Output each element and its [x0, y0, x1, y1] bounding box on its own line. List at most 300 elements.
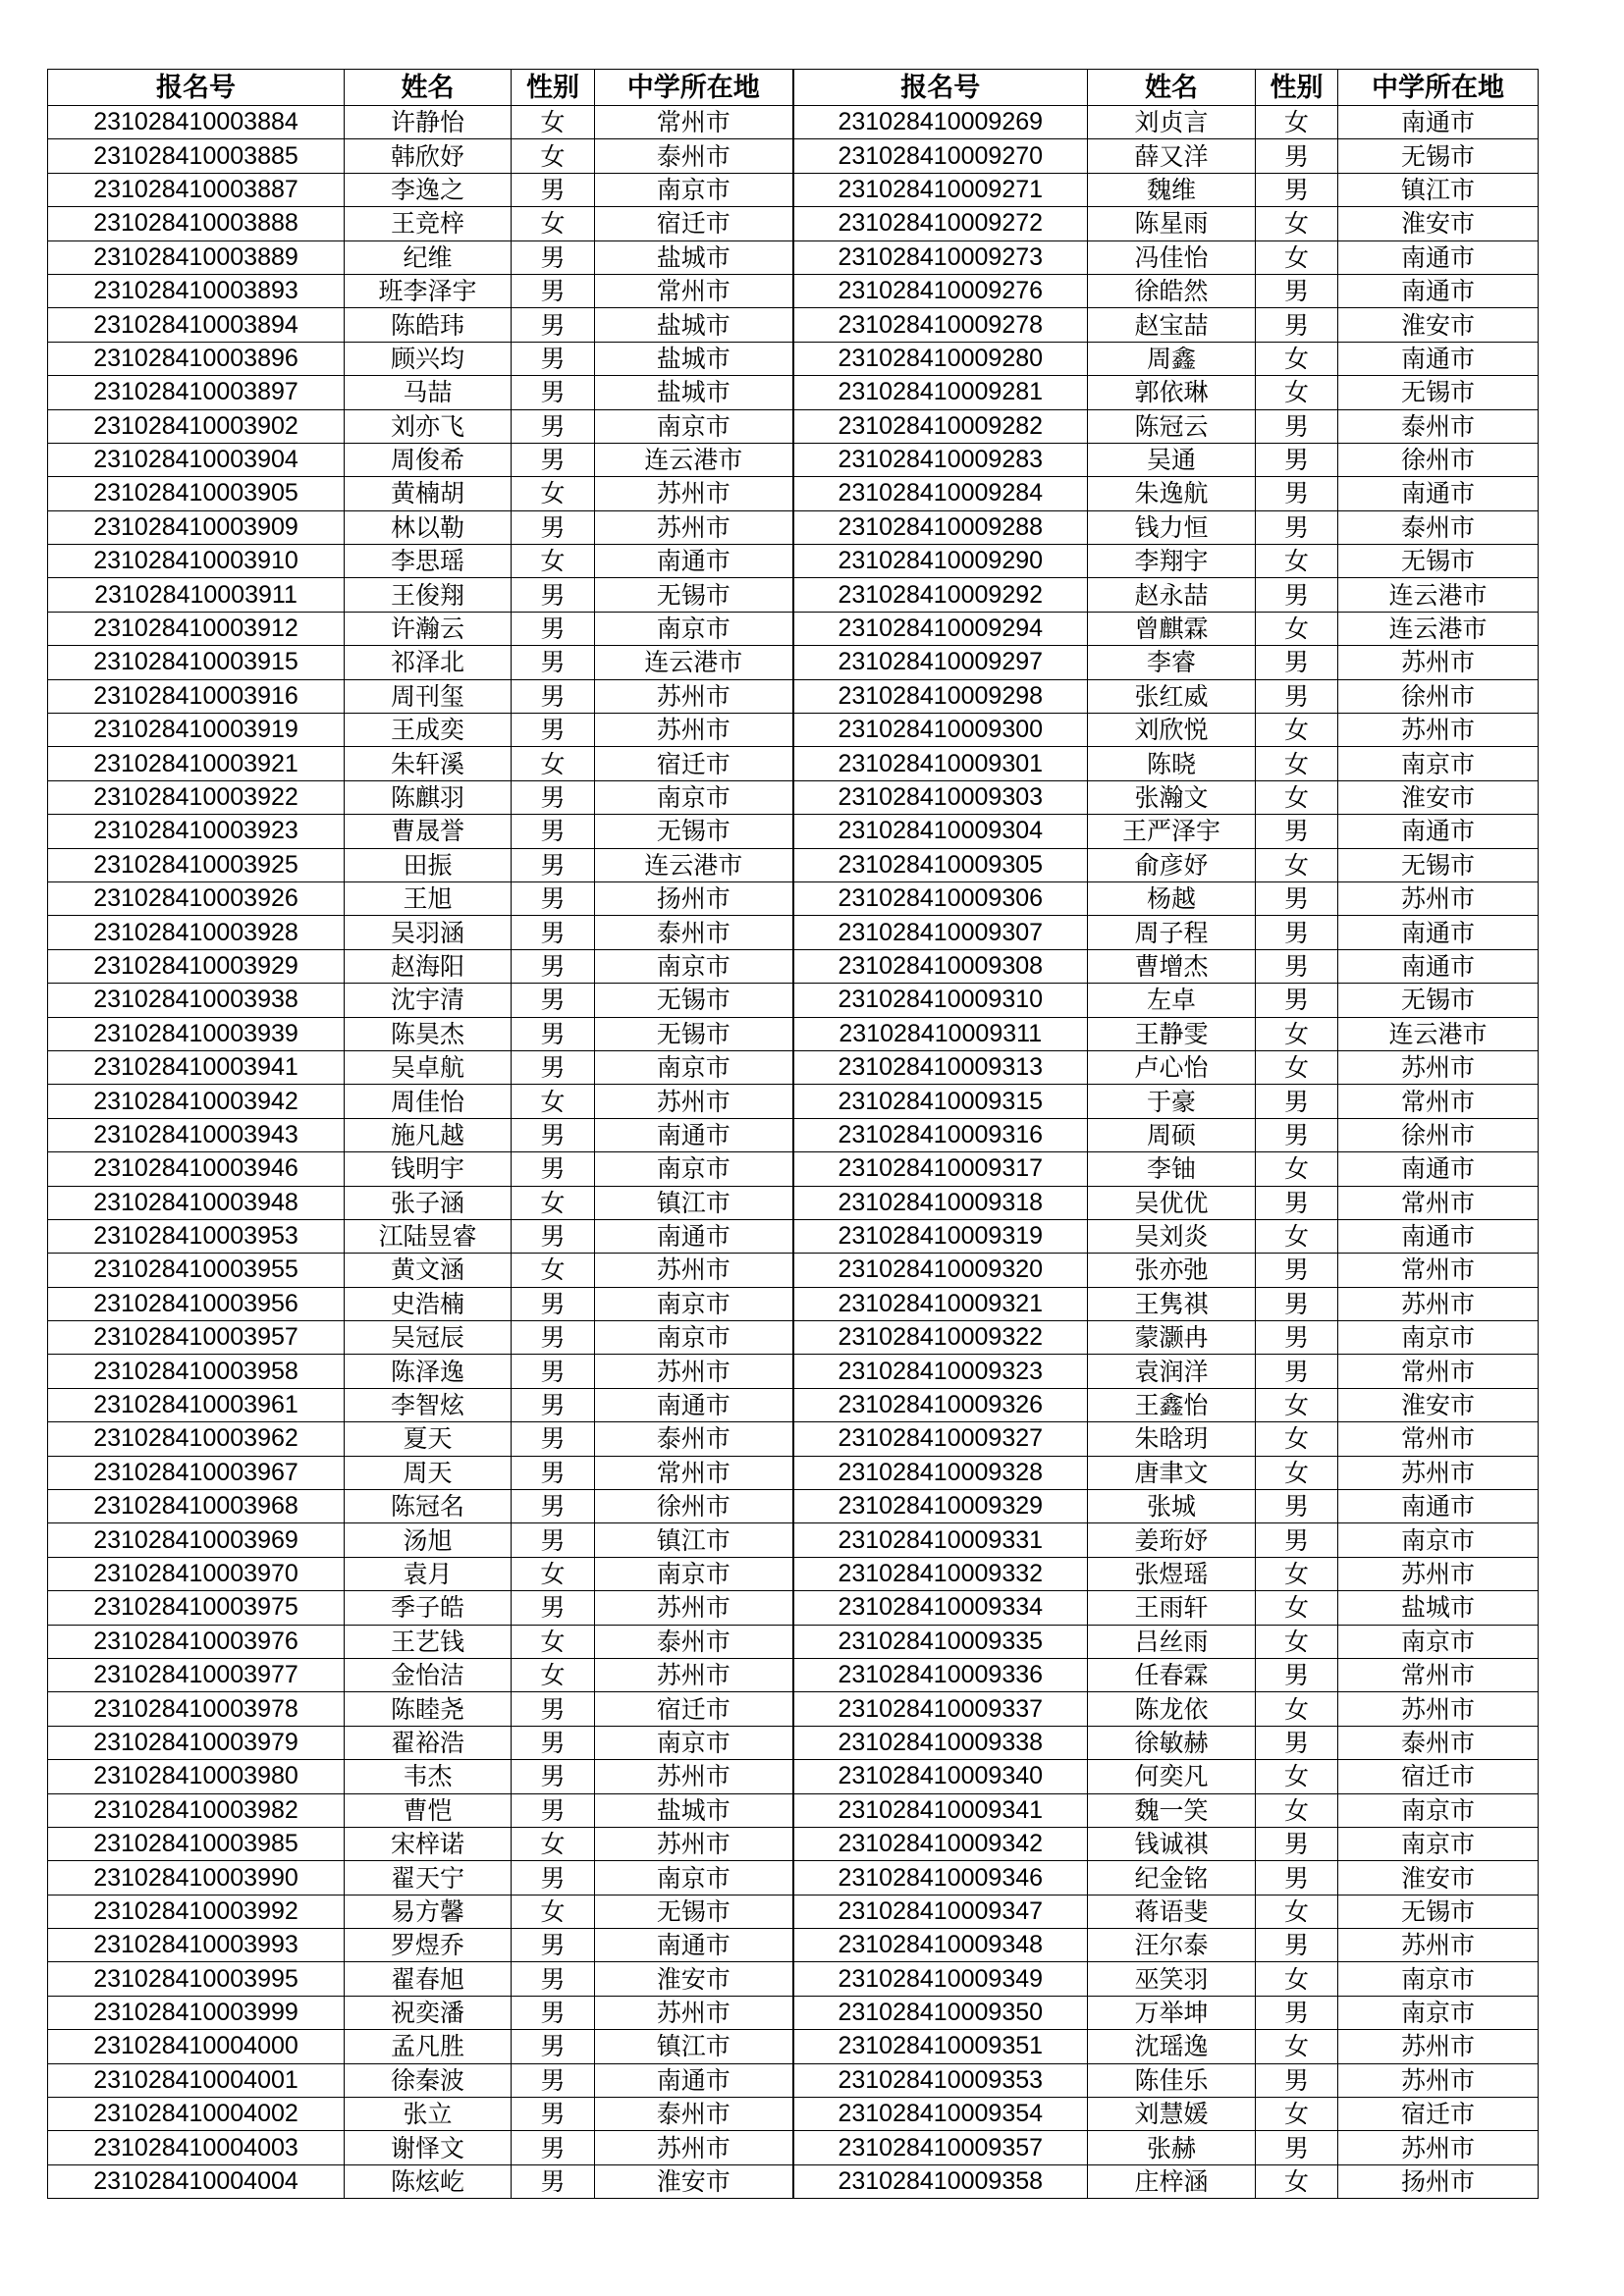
right-registration-number-cell: 231028410009278: [793, 308, 1088, 342]
right-registration-number-cell: 231028410009334: [793, 1591, 1088, 1625]
left-gender-cell: 男: [512, 1591, 595, 1625]
header-school-location: 中学所在地: [595, 70, 793, 106]
left-school-location-cell: 南京市: [595, 1321, 793, 1355]
right-student-name-cell: 杨越: [1088, 881, 1256, 915]
right-registration-number-cell: 231028410009341: [793, 1793, 1088, 1827]
right-student-name-cell: 周子程: [1088, 916, 1256, 949]
left-school-location-cell: 镇江市: [595, 1186, 793, 1219]
right-gender-cell: 男: [1256, 1085, 1338, 1118]
right-gender-cell: 男: [1256, 2063, 1338, 2097]
left-school-location-cell: 苏州市: [595, 1658, 793, 1691]
table-row: [48, 1625, 1539, 1658]
right-school-location-cell: 南通市: [1338, 106, 1539, 139]
table-row: [48, 949, 1539, 983]
right-school-location-cell: 南通市: [1338, 1490, 1539, 1523]
right-school-location-cell: 南京市: [1338, 1321, 1539, 1355]
left-gender-cell: 男: [512, 1760, 595, 1793]
left-registration-number-cell: 231028410003969: [48, 1523, 345, 1557]
left-registration-number-cell: 231028410003916: [48, 679, 345, 713]
left-gender-cell: 男: [512, 1962, 595, 1996]
left-school-location-cell: 盐城市: [595, 308, 793, 342]
right-school-location-cell: 泰州市: [1338, 510, 1539, 544]
left-school-location-cell: 盐城市: [595, 240, 793, 274]
table-row: [48, 2131, 1539, 2164]
table-row: [48, 848, 1539, 881]
left-registration-number-cell: 231028410003970: [48, 1557, 345, 1590]
left-student-name-cell: 史浩楠: [345, 1287, 512, 1320]
left-registration-number-cell: 231028410003967: [48, 1456, 345, 1489]
left-gender-cell: 男: [512, 2131, 595, 2164]
right-gender-cell: 男: [1256, 984, 1338, 1017]
right-student-name-cell: 万举坤: [1088, 1996, 1256, 2029]
right-school-location-cell: 南京市: [1338, 1996, 1539, 2029]
left-student-name-cell: 钱明宇: [345, 1152, 512, 1186]
right-gender-cell: 男: [1256, 1929, 1338, 1962]
table-row: [48, 1726, 1539, 1759]
left-student-name-cell: 夏天: [345, 1422, 512, 1456]
left-gender-cell: 男: [512, 2030, 595, 2063]
right-registration-number-cell: 231028410009319: [793, 1219, 1088, 1253]
left-school-location-cell: 苏州市: [595, 477, 793, 510]
right-student-name-cell: 赵宝喆: [1088, 308, 1256, 342]
right-school-location-cell: 苏州市: [1338, 1557, 1539, 1590]
left-registration-number-cell: 231028410003893: [48, 274, 345, 307]
left-school-location-cell: 泰州市: [595, 1625, 793, 1658]
left-school-location-cell: 苏州市: [595, 1355, 793, 1388]
left-gender-cell: 女: [512, 1254, 595, 1287]
left-gender-cell: 女: [512, 1557, 595, 1590]
right-gender-cell: 女: [1256, 747, 1338, 780]
right-school-location-cell: 苏州市: [1338, 1456, 1539, 1489]
left-registration-number-cell: 231028410003904: [48, 443, 345, 476]
left-school-location-cell: 常州市: [595, 274, 793, 307]
right-school-location-cell: 淮安市: [1338, 780, 1539, 814]
right-student-name-cell: 任春霖: [1088, 1658, 1256, 1691]
left-registration-number-cell: 231028410003915: [48, 646, 345, 679]
table-row: [48, 916, 1539, 949]
left-gender-cell: 男: [512, 1490, 595, 1523]
left-registration-number-cell: 231028410003980: [48, 1760, 345, 1793]
left-student-name-cell: 李思瑶: [345, 545, 512, 578]
right-student-name-cell: 徐皓然: [1088, 274, 1256, 307]
left-school-location-cell: 南通市: [595, 1388, 793, 1421]
right-school-location-cell: 常州市: [1338, 1186, 1539, 1219]
right-school-location-cell: 宿迁市: [1338, 1760, 1539, 1793]
left-gender-cell: 男: [512, 1422, 595, 1456]
right-school-location-cell: 扬州市: [1338, 2164, 1539, 2198]
right-gender-cell: 男: [1256, 139, 1338, 173]
left-gender-cell: 女: [512, 1895, 595, 1928]
right-gender-cell: 男: [1256, 578, 1338, 612]
right-school-location-cell: 常州市: [1338, 1085, 1539, 1118]
left-student-name-cell: 王成奕: [345, 714, 512, 747]
left-gender-cell: 男: [512, 646, 595, 679]
right-gender-cell: 女: [1256, 1219, 1338, 1253]
right-gender-cell: 女: [1256, 1692, 1338, 1726]
left-school-location-cell: 南京市: [595, 1861, 793, 1895]
table-row: [48, 1321, 1539, 1355]
left-school-location-cell: 泰州市: [595, 139, 793, 173]
right-gender-cell: 女: [1256, 1388, 1338, 1421]
right-gender-cell: 女: [1256, 1591, 1338, 1625]
right-student-name-cell: 袁润洋: [1088, 1355, 1256, 1388]
left-registration-number-cell: 231028410003926: [48, 881, 345, 915]
right-gender-cell: 女: [1256, 2030, 1338, 2063]
right-school-location-cell: 无锡市: [1338, 848, 1539, 881]
left-registration-number-cell: 231028410003982: [48, 1793, 345, 1827]
left-registration-number-cell: 231028410003911: [48, 578, 345, 612]
left-student-name-cell: 孟凡胜: [345, 2030, 512, 2063]
right-gender-cell: 男: [1256, 1321, 1338, 1355]
table-row: [48, 1254, 1539, 1287]
left-student-name-cell: 韦杰: [345, 1760, 512, 1793]
left-gender-cell: 女: [512, 139, 595, 173]
left-school-location-cell: 无锡市: [595, 1017, 793, 1050]
right-school-location-cell: 无锡市: [1338, 984, 1539, 1017]
right-student-name-cell: 吕丝雨: [1088, 1625, 1256, 1658]
right-registration-number-cell: 231028410009336: [793, 1658, 1088, 1691]
left-school-location-cell: 宿迁市: [595, 207, 793, 240]
left-student-name-cell: 赵海阳: [345, 949, 512, 983]
right-gender-cell: 女: [1256, 1760, 1338, 1793]
table-row: [48, 1490, 1539, 1523]
right-registration-number-cell: 231028410009303: [793, 780, 1088, 814]
left-student-name-cell: 张立: [345, 2098, 512, 2131]
left-registration-number-cell: 231028410003992: [48, 1895, 345, 1928]
left-registration-number-cell: 231028410003897: [48, 376, 345, 409]
left-student-name-cell: 班李泽宇: [345, 274, 512, 307]
table-row: [48, 612, 1539, 645]
left-school-location-cell: 无锡市: [595, 578, 793, 612]
left-gender-cell: 男: [512, 1355, 595, 1388]
right-student-name-cell: 张红威: [1088, 679, 1256, 713]
right-gender-cell: 男: [1256, 477, 1338, 510]
right-gender-cell: 男: [1256, 679, 1338, 713]
left-registration-number-cell: 231028410003956: [48, 1287, 345, 1320]
right-registration-number-cell: 231028410009322: [793, 1321, 1088, 1355]
right-student-name-cell: 张煜瑶: [1088, 1557, 1256, 1590]
left-school-location-cell: 淮安市: [595, 1962, 793, 1996]
right-gender-cell: 男: [1256, 1523, 1338, 1557]
right-student-name-cell: 于豪: [1088, 1085, 1256, 1118]
right-school-location-cell: 苏州市: [1338, 1929, 1539, 1962]
table-row: [48, 1895, 1539, 1928]
table-row: [48, 1118, 1539, 1151]
left-school-location-cell: 镇江市: [595, 2030, 793, 2063]
right-student-name-cell: 蒋语斐: [1088, 1895, 1256, 1928]
right-student-name-cell: 沈瑶逸: [1088, 2030, 1256, 2063]
left-student-name-cell: 王艺钱: [345, 1625, 512, 1658]
table-row: [48, 1219, 1539, 1253]
right-registration-number-cell: 231028410009284: [793, 477, 1088, 510]
right-school-location-cell: 苏州市: [1338, 2063, 1539, 2097]
right-registration-number-cell: 231028410009331: [793, 1523, 1088, 1557]
left-school-location-cell: 盐城市: [595, 342, 793, 375]
right-school-location-cell: 无锡市: [1338, 1895, 1539, 1928]
header-registration-number: 报名号: [793, 70, 1088, 106]
right-school-location-cell: 淮安市: [1338, 207, 1539, 240]
right-registration-number-cell: 231028410009318: [793, 1186, 1088, 1219]
right-student-name-cell: 周硕: [1088, 1118, 1256, 1151]
right-student-name-cell: 魏维: [1088, 173, 1256, 206]
right-registration-number-cell: 231028410009290: [793, 545, 1088, 578]
left-gender-cell: 男: [512, 376, 595, 409]
left-student-name-cell: 宋梓诺: [345, 1827, 512, 1860]
left-gender-cell: 男: [512, 1050, 595, 1084]
right-student-name-cell: 纪金铭: [1088, 1861, 1256, 1895]
left-student-name-cell: 林以勒: [345, 510, 512, 544]
right-registration-number-cell: 231028410009329: [793, 1490, 1088, 1523]
table-row: [48, 984, 1539, 1017]
left-school-location-cell: 苏州市: [595, 1996, 793, 2029]
left-gender-cell: 男: [512, 780, 595, 814]
left-school-location-cell: 宿迁市: [595, 747, 793, 780]
right-gender-cell: 女: [1256, 1050, 1338, 1084]
left-student-name-cell: 韩欣妤: [345, 139, 512, 173]
left-registration-number-cell: 231028410003976: [48, 1625, 345, 1658]
right-school-location-cell: 苏州市: [1338, 646, 1539, 679]
right-student-name-cell: 卢心怡: [1088, 1050, 1256, 1084]
left-registration-number-cell: 231028410003902: [48, 409, 345, 443]
left-school-location-cell: 连云港市: [595, 646, 793, 679]
table-row: [48, 1152, 1539, 1186]
right-student-name-cell: 王严泽宇: [1088, 815, 1256, 848]
right-school-location-cell: 连云港市: [1338, 612, 1539, 645]
table-row: [48, 545, 1539, 578]
right-school-location-cell: 南京市: [1338, 1625, 1539, 1658]
header-gender: 性别: [1256, 70, 1338, 106]
left-registration-number-cell: 231028410003995: [48, 1962, 345, 1996]
left-registration-number-cell: 231028410003925: [48, 848, 345, 881]
left-school-location-cell: 南京市: [595, 949, 793, 983]
table-row: [48, 1793, 1539, 1827]
right-gender-cell: 男: [1256, 1658, 1338, 1691]
right-student-name-cell: 巫笑羽: [1088, 1962, 1256, 1996]
left-school-location-cell: 南通市: [595, 545, 793, 578]
left-student-name-cell: 田振: [345, 848, 512, 881]
table-row: [48, 106, 1539, 139]
right-school-location-cell: 苏州市: [1338, 1050, 1539, 1084]
right-student-name-cell: 郭依琳: [1088, 376, 1256, 409]
right-gender-cell: 女: [1256, 1625, 1338, 1658]
right-school-location-cell: 徐州市: [1338, 679, 1539, 713]
left-student-name-cell: 翟春旭: [345, 1962, 512, 1996]
right-school-location-cell: 南通市: [1338, 240, 1539, 274]
left-school-location-cell: 苏州市: [595, 510, 793, 544]
left-registration-number-cell: 231028410004002: [48, 2098, 345, 2131]
left-school-location-cell: 盐城市: [595, 1793, 793, 1827]
right-student-name-cell: 陈冠云: [1088, 409, 1256, 443]
right-registration-number-cell: 231028410009317: [793, 1152, 1088, 1186]
right-school-location-cell: 连云港市: [1338, 1017, 1539, 1050]
left-gender-cell: 女: [512, 1658, 595, 1691]
right-registration-number-cell: 231028410009271: [793, 173, 1088, 206]
right-gender-cell: 男: [1256, 510, 1338, 544]
right-school-location-cell: 镇江市: [1338, 173, 1539, 206]
table-row: [48, 578, 1539, 612]
right-registration-number-cell: 231028410009282: [793, 409, 1088, 443]
table-row: [48, 240, 1539, 274]
admission-roster-table: [47, 69, 1539, 2199]
left-school-location-cell: 苏州市: [595, 1085, 793, 1118]
right-registration-number-cell: 231028410009337: [793, 1692, 1088, 1726]
right-school-location-cell: 徐州市: [1338, 1118, 1539, 1151]
left-registration-number-cell: 231028410003943: [48, 1118, 345, 1151]
right-registration-number-cell: 231028410009354: [793, 2098, 1088, 2131]
right-student-name-cell: 魏一笑: [1088, 1793, 1256, 1827]
left-gender-cell: 男: [512, 1017, 595, 1050]
left-gender-cell: 女: [512, 207, 595, 240]
right-school-location-cell: 苏州市: [1338, 1692, 1539, 1726]
left-student-name-cell: 陈麒羽: [345, 780, 512, 814]
right-registration-number-cell: 231028410009280: [793, 342, 1088, 375]
table-row: [48, 1658, 1539, 1691]
left-gender-cell: 男: [512, 1793, 595, 1827]
right-gender-cell: 女: [1256, 207, 1338, 240]
left-student-name-cell: 马喆: [345, 376, 512, 409]
left-registration-number-cell: 231028410003941: [48, 1050, 345, 1084]
left-student-name-cell: 周刊玺: [345, 679, 512, 713]
right-gender-cell: 女: [1256, 240, 1338, 274]
right-registration-number-cell: 231028410009301: [793, 747, 1088, 780]
left-student-name-cell: 王竞梓: [345, 207, 512, 240]
left-school-location-cell: 南通市: [595, 2063, 793, 2097]
header-name: 姓名: [345, 70, 512, 106]
right-school-location-cell: 泰州市: [1338, 409, 1539, 443]
right-student-name-cell: 王鑫怡: [1088, 1388, 1256, 1421]
table-row: [48, 747, 1539, 780]
right-school-location-cell: 南京市: [1338, 1827, 1539, 1860]
right-school-location-cell: 常州市: [1338, 1254, 1539, 1287]
right-registration-number-cell: 231028410009304: [793, 815, 1088, 848]
left-school-location-cell: 南京市: [595, 409, 793, 443]
left-student-name-cell: 施凡越: [345, 1118, 512, 1151]
left-school-location-cell: 宿迁市: [595, 1692, 793, 1726]
right-registration-number-cell: 231028410009351: [793, 2030, 1088, 2063]
right-student-name-cell: 王雨轩: [1088, 1591, 1256, 1625]
right-registration-number-cell: 231028410009298: [793, 679, 1088, 713]
table-row: [48, 443, 1539, 476]
right-student-name-cell: 陈龙依: [1088, 1692, 1256, 1726]
left-gender-cell: 男: [512, 949, 595, 983]
right-gender-cell: 女: [1256, 2098, 1338, 2131]
right-student-name-cell: 朱晗玥: [1088, 1422, 1256, 1456]
right-gender-cell: 男: [1256, 646, 1338, 679]
right-registration-number-cell: 231028410009270: [793, 139, 1088, 173]
right-registration-number-cell: 231028410009306: [793, 881, 1088, 915]
right-student-name-cell: 刘慧媛: [1088, 2098, 1256, 2131]
left-student-name-cell: 李智炫: [345, 1388, 512, 1421]
right-gender-cell: 男: [1256, 1490, 1338, 1523]
right-student-name-cell: 吴优优: [1088, 1186, 1256, 1219]
right-school-location-cell: 南通市: [1338, 274, 1539, 307]
table-row: [48, 2030, 1539, 2063]
left-gender-cell: 男: [512, 578, 595, 612]
header-row: [48, 70, 1539, 106]
left-student-name-cell: 曹晟誉: [345, 815, 512, 848]
right-gender-cell: 男: [1256, 308, 1338, 342]
right-school-location-cell: 泰州市: [1338, 1726, 1539, 1759]
right-registration-number-cell: 231028410009358: [793, 2164, 1088, 2198]
left-school-location-cell: 苏州市: [595, 1827, 793, 1860]
table-row: [48, 308, 1539, 342]
right-registration-number-cell: 231028410009323: [793, 1355, 1088, 1388]
right-registration-number-cell: 231028410009273: [793, 240, 1088, 274]
right-student-name-cell: 庄梓涵: [1088, 2164, 1256, 2198]
left-gender-cell: 女: [512, 747, 595, 780]
right-student-name-cell: 王隽祺: [1088, 1287, 1256, 1320]
right-registration-number-cell: 231028410009316: [793, 1118, 1088, 1151]
roster-body: [48, 106, 1539, 2199]
table-row: [48, 376, 1539, 409]
right-gender-cell: 女: [1256, 612, 1338, 645]
left-registration-number-cell: 231028410003978: [48, 1692, 345, 1726]
right-student-name-cell: 俞彦妤: [1088, 848, 1256, 881]
left-registration-number-cell: 231028410003939: [48, 1017, 345, 1050]
left-student-name-cell: 谢怿文: [345, 2131, 512, 2164]
right-gender-cell: 女: [1256, 1017, 1338, 1050]
left-gender-cell: 女: [512, 545, 595, 578]
left-gender-cell: 男: [512, 848, 595, 881]
table-row: [48, 477, 1539, 510]
table-row: [48, 342, 1539, 375]
left-registration-number-cell: 231028410003921: [48, 747, 345, 780]
right-registration-number-cell: 231028410009347: [793, 1895, 1088, 1928]
right-registration-number-cell: 231028410009297: [793, 646, 1088, 679]
right-student-name-cell: 王静雯: [1088, 1017, 1256, 1050]
right-gender-cell: 女: [1256, 1557, 1338, 1590]
left-registration-number-cell: 231028410003887: [48, 173, 345, 206]
right-school-location-cell: 盐城市: [1338, 1591, 1539, 1625]
right-student-name-cell: 钱诚祺: [1088, 1827, 1256, 1860]
left-registration-number-cell: 231028410003961: [48, 1388, 345, 1421]
left-registration-number-cell: 231028410003957: [48, 1321, 345, 1355]
table-row: [48, 1861, 1539, 1895]
right-student-name-cell: 李睿: [1088, 646, 1256, 679]
left-registration-number-cell: 231028410003912: [48, 612, 345, 645]
right-gender-cell: 男: [1256, 881, 1338, 915]
left-school-location-cell: 无锡市: [595, 984, 793, 1017]
table-row: [48, 409, 1539, 443]
left-student-name-cell: 吴羽涵: [345, 916, 512, 949]
right-registration-number-cell: 231028410009311: [793, 1017, 1088, 1050]
right-registration-number-cell: 231028410009326: [793, 1388, 1088, 1421]
table-row: [48, 1827, 1539, 1860]
left-student-name-cell: 王俊翔: [345, 578, 512, 612]
right-gender-cell: 男: [1256, 916, 1338, 949]
right-school-location-cell: 苏州市: [1338, 2030, 1539, 2063]
right-school-location-cell: 无锡市: [1338, 139, 1539, 173]
left-gender-cell: 男: [512, 881, 595, 915]
left-school-location-cell: 徐州市: [595, 1490, 793, 1523]
right-gender-cell: 男: [1256, 1827, 1338, 1860]
table-row: [48, 1962, 1539, 1996]
left-registration-number-cell: 231028410003910: [48, 545, 345, 578]
right-student-name-cell: 周鑫: [1088, 342, 1256, 375]
right-registration-number-cell: 231028410009300: [793, 714, 1088, 747]
right-student-name-cell: 张赫: [1088, 2131, 1256, 2164]
left-student-name-cell: 朱轩溪: [345, 747, 512, 780]
right-school-location-cell: 南通市: [1338, 949, 1539, 983]
left-student-name-cell: 金怡洁: [345, 1658, 512, 1691]
table-row: [48, 1085, 1539, 1118]
right-registration-number-cell: 231028410009281: [793, 376, 1088, 409]
left-gender-cell: 男: [512, 443, 595, 476]
table-row: [48, 1017, 1539, 1050]
table-row: [48, 646, 1539, 679]
right-registration-number-cell: 231028410009340: [793, 1760, 1088, 1793]
table-row: [48, 173, 1539, 206]
